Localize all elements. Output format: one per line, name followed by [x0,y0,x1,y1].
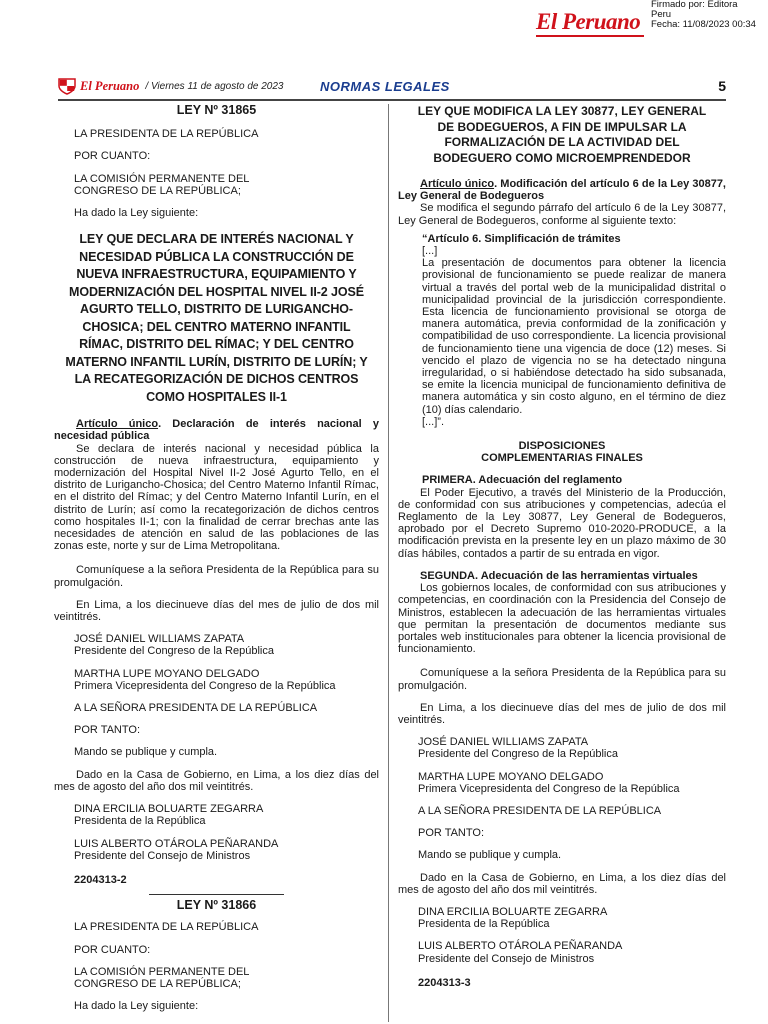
comuniquese-text: Comuníquese a la señora Presidenta de la República para su promulgación. [398,667,726,692]
ha-dado: Ha dado la Ley siguiente: [74,207,199,220]
signatory-name: LUIS ALBERTO OTÁROLA PEÑARANDA [418,940,623,953]
dado-text: Dado en la Casa de Gobierno, en Lima, a los diez días del mes de agosto del año dos mil veintitrés. [398,871,726,896]
signatory-name: DINA ERCILIA BOLUARTE ZEGARRA [74,803,264,816]
signatory-role: Presidente del Consejo de Ministros [74,849,251,862]
signature-line-1: Firmado por: Editora [651,0,738,10]
article-body: Se declara de interés nacional y necesidad pública la construcción de nueva infraestructura, equipamiento y modernización del Hospital Nivel II-2 José Agurto Tello, en el distrito de Lurigancho-Chosica; del Centro Materno Infantil Rímac, en el distrito del Rímac; y del Centro Materno Infantil Lurín, en el distrito de Lurín; así como la recategorización de dichos centros como hospitales II-1; con la finalidad de cerrar brechas ante las necesidades de atención en salud de las poblaciones de las zonas este, norte y sur de Lima Metropolitana. [54,442,379,553]
comision-text: LA COMISIÓN PERMANENTE DEL CONGRESO DE LA REPÚBLICA; [74,172,250,197]
logo-underline [536,35,644,37]
digital-signature [651,0,766,30]
article-heading-text: . Declaración de interés nacional y necesidad pública [54,418,379,443]
dado-text: Dado en la Casa de Gobierno, en Lima, a los diez días del mes de agosto del año dos mil veintitrés. [54,768,379,793]
comision-text: LA COMISIÓN PERMANENTE DEL CONGRESO DE LA REPÚBLICA; [74,965,250,990]
signature-line-2: Peru [651,9,672,20]
article-intro: Se modifica el segundo párrafo del artículo 6 de la Ley 30877, Ley General de Bodegueros, conforme al siguiente texto: [398,202,726,227]
por-tanto: POR TANTO: [74,724,141,737]
column-separator [388,104,389,1022]
signatory-name: JOSÉ DANIEL WILLIAMS ZAPATA [418,736,589,749]
coat-of-arms-icon [58,78,76,95]
por-cuanto: POR CUANTO: [74,943,151,956]
article-heading-text: . Modificación del artículo 6 de la Ley 30877, Ley General de Bodegueros [398,178,726,203]
a-la-senora: A LA SEÑORA PRESIDENTA DE LA REPÚBLICA [418,804,662,817]
header-section: NORMAS LEGALES [320,79,450,94]
signatory-role: Presidente del Congreso de la República [418,748,618,761]
signatory-name: DINA ERCILIA BOLUARTE ZEGARRA [418,905,608,918]
signatory-role: Presidente del Congreso de la República [74,645,274,658]
president-heading: LA PRESIDENTA DE LA REPÚBLICA [74,128,259,141]
en-lima-text: En Lima, a los diecinueve días del mes de julio de dos mil veintitrés. [54,598,379,624]
page-header [58,78,726,98]
header-paper-name: El Peruano [80,79,140,93]
signatory-role: Presidenta de la República [74,815,206,828]
signatory-name: MARTHA LUPE MOYANO DELGADO [74,667,260,680]
por-tanto: POR TANTO: [418,827,485,840]
a-la-senora: A LA SEÑORA PRESIDENTA DE LA REPÚBLICA [74,702,318,715]
signatory-name: LUIS ALBERTO OTÁROLA PEÑARANDA [74,837,279,850]
article-heading [54,418,379,442]
page-number: 5 [718,78,726,94]
law-number: LEY Nº 31865 [176,103,257,117]
article-label: Artículo único [76,418,159,431]
header-rule [58,99,726,101]
left-column [54,104,379,1012]
signatory-name: MARTHA LUPE MOYANO DELGADO [418,770,604,783]
por-cuanto: POR CUANTO: [74,150,151,163]
president-heading: LA PRESIDENTA DE LA REPÚBLICA [74,921,259,934]
signatory-name: JOSÉ DANIEL WILLIAMS ZAPATA [74,633,245,646]
right-column [398,104,726,989]
ellipsis: [...] [422,245,438,258]
article-label: Artículo único [420,178,495,190]
signatory-role: Presidenta de la República [418,918,550,931]
signatory-role: Primera Vicepresidenta del Congreso de la República [74,679,336,692]
mando-text: Mando se publique y cumpla. [418,849,562,862]
dispositions-title: DISPOSICIONES COMPLEMENTARIAS FINALES [481,440,643,465]
mando-text: Mando se publique y cumpla. [74,746,218,759]
signatory-role: Presidente del Consejo de Ministros [418,952,595,965]
law-number: LEY Nº 31866 [176,898,257,913]
el-peruano-logo: El Peruano [536,9,641,34]
ha-dado: Ha dado la Ley siguiente: [74,1000,199,1013]
document-code: 2204313-3 [418,976,471,989]
document-code: 2204313-2 [74,873,127,886]
comuniquese-text: Comuníquese a la señora Presidenta de la República para su promulgación. [54,564,379,589]
primera-heading: PRIMERA. Adecuación del reglamento [422,474,623,487]
ellipsis: [...]”. [422,415,444,428]
segunda-body: Los gobiernos locales, de conformidad con sus atribuciones y competencias, en coordinación con la Presidencia del Consejo de Ministros, establecen la adecuación de las herramientas virtuales que permitan la presentación de documentos mediante sus portales web institucionales para obtener la licencia provisional de funcionamiento. [398,582,726,656]
article-heading [398,178,726,202]
quote-heading: “Artículo 6. Simplificación de trámites [422,232,621,245]
law-title: LEY QUE DECLARA DE INTERÉS NACIONAL Y NECESIDAD PÚBLICA LA CONSTRUCCIÓN DE NUEVA INFRAESTRUCTURA, EQUIPAMIENTO Y MODERNIZACIÓN DEL HOSPITAL NIVEL II-2 JOSÉ AGURTO TELLO, DISTRITO DE LURIGANCHO-CHOSICA; DEL CENTRO MATERNO INFANTIL RÍMAC, DISTRITO DEL RÍMAC; Y DEL CENTRO MATERNO INFANTIL LURÍN, DISTRITO DE LURÍN; Y LA RECATEGORIZACIÓN DE DICHOS CENTROS COMO HOSPITALES II-1 [65,232,368,404]
header-brand [58,78,283,95]
quote-body: La presentación de documentos para obtener la licencia provisional de funcionamiento se puede realizar de manera virtual a través del portal web de la municipalidad distrital o municipalidad provincial de la jurisdicción correspondiente. Esta licencia de funcionamiento provisional se otorga de manera automática, previa conformidad de la zonificación y compatibilidad de uso correspondiente. La licencia provisional de funcionamiento tiene una vigencia de doce (12) meses. Si vencido el plazo de vigencia no se ha detectado ninguna irregularidad, o si habiéndose detectado ha sido subsanada, se emite la licencia municipal de funcionamiento definitiva de manera automática y sin costo alguno, en el término de diez (10) días calendario. [422,257,726,416]
signatory-role: Primera Vicepresidenta del Congreso de la República [418,782,680,795]
header-date: / Viernes 11 de agosto de 2023 [145,81,284,92]
signature-line-3: Fecha: 11/08/2023 00:34 [651,19,756,30]
primera-body: El Poder Ejecutivo, a través del Ministerio de la Producción, de conformidad con sus atribuciones y competencias, adecúa el Reglamento de la Ley 30877, Ley General de Bodegueros, aprobado por el Decreto Supremo 010-2020-PRODUCE, a la modificación prevista en la presente ley en un plazo máximo de 30 días hábiles, contados a partir de su entrada en vigor. [398,486,726,560]
law-title: LEY QUE MODIFICA LA LEY 30877, LEY GENERAL DE BODEGUEROS, A FIN DE IMPULSAR LA FORMALIZACIÓN DE LA ACTIVIDAD DEL BODEGUERO COMO MICROEMPRENDEDOR [417,104,707,165]
segunda-heading: SEGUNDA. Adecuación de las herramientas virtuales [420,569,698,582]
en-lima-text: En Lima, a los diecinueve días del mes de julio de dos mil veintitrés. [398,701,726,726]
